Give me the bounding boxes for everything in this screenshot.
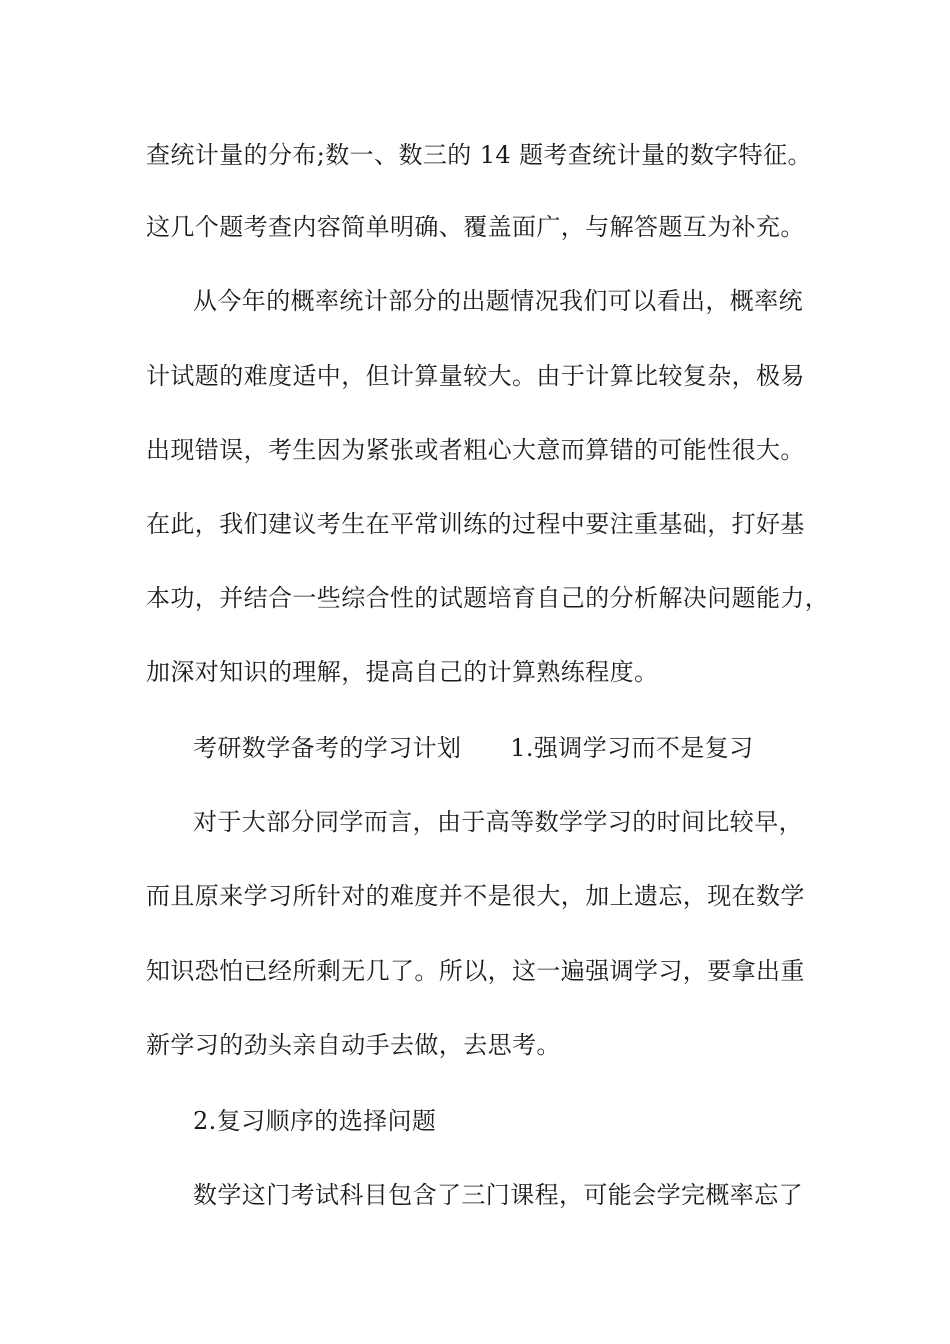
section-heading: 2.复习顺序的选择问题 bbox=[193, 1107, 437, 1135]
text-line: 对于大部分同学而言，由于高等数学学习的时间比较早， bbox=[193, 808, 803, 836]
text-line: 计试题的难度适中，但计算量较大。由于计算比较复杂，极易 bbox=[146, 362, 805, 390]
text-line: 查统计量的分布;数一、数三的 14 题考查统计量的数字特征。 bbox=[146, 141, 812, 169]
section-heading: 考研数学备考的学习计划 1.强调学习而不是复习 bbox=[193, 734, 754, 762]
text-line: 加深对知识的理解，提高自己的计算熟练程度。 bbox=[146, 658, 659, 686]
text-line: 新学习的劲头亲自动手去做，去思考。 bbox=[146, 1031, 561, 1059]
text-line: 出现错误，考生因为紧张或者粗心大意而算错的可能性很大。 bbox=[146, 436, 805, 464]
text-line: 而且原来学习所针对的难度并不是很大，加上遗忘，现在数学 bbox=[146, 882, 805, 910]
text-line: 这几个题考查内容简单明确、覆盖面广，与解答题互为补充。 bbox=[146, 213, 805, 241]
text-line: 数学这门考试科目包含了三门课程，可能会学完概率忘了 bbox=[193, 1181, 803, 1209]
text-line: 在此，我们建议考生在平常训练的过程中要注重基础，打好基 bbox=[146, 510, 805, 538]
text-line: 从今年的概率统计部分的出题情况我们可以看出，概率统 bbox=[193, 287, 803, 315]
text-line: 本功，并结合一些综合性的试题培育自己的分析解决问题能力， bbox=[146, 584, 830, 612]
text-line: 知识恐怕已经所剩无几了。所以，这一遍强调学习，要拿出重 bbox=[146, 957, 805, 985]
